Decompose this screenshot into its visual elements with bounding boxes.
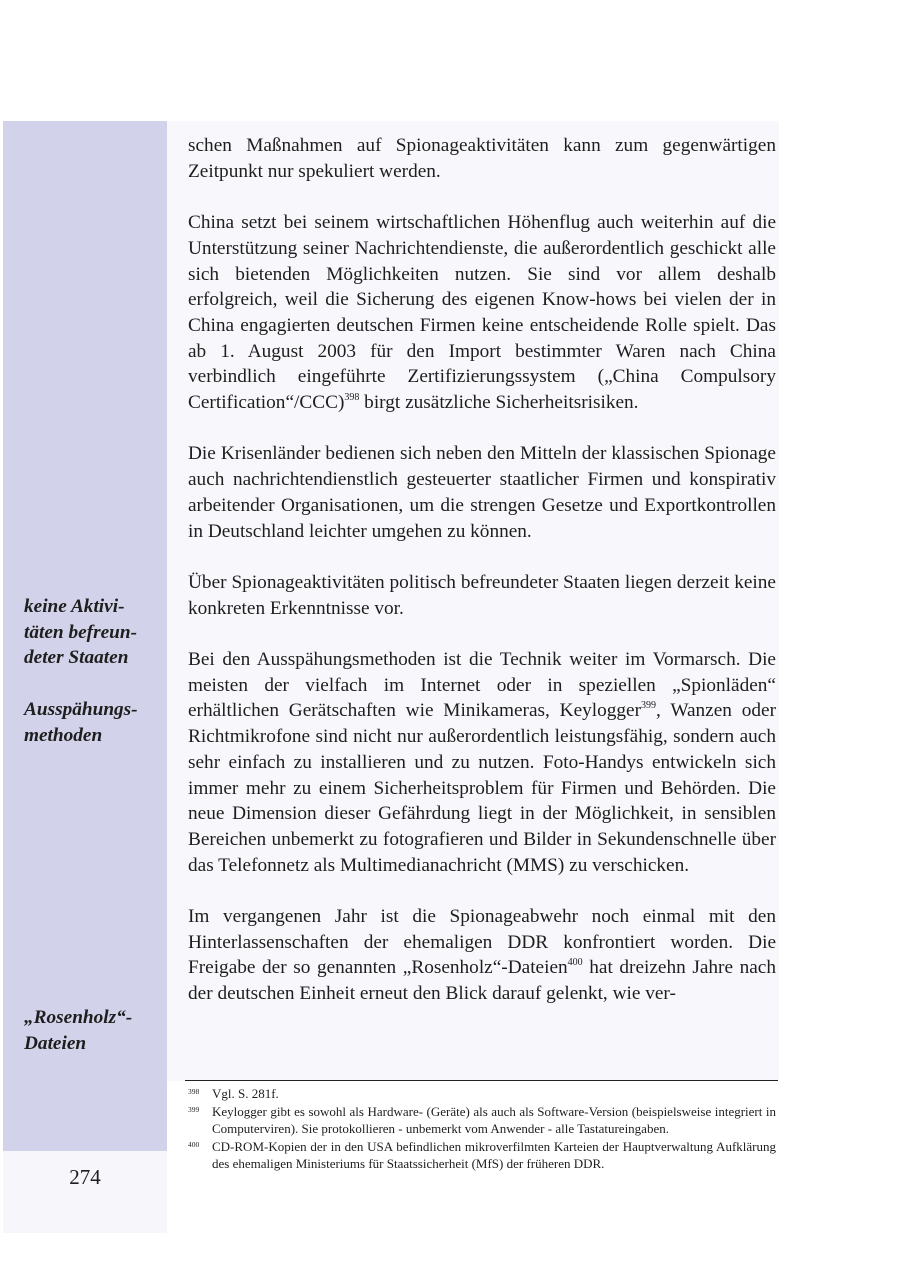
footnote-number: 399	[188, 1104, 200, 1114]
margin-note-line: deter Staaten	[24, 647, 129, 669]
paragraph: schen Maßnahmen auf Spionageaktivitäten kann zum gegenwärtigen Zeitpunkt nur spekuliert werden.	[188, 135, 776, 182]
footnote-divider	[185, 1080, 778, 1081]
paragraph: China setzt bei seinem wirtschaftlichen Höhenflug auch weiterhin auf die Unterstützung seiner Nachrichtendienste, die außerordentlich geschickt alle sich bietenden Möglichkeiten nutzen. Sie sind vor allem deshalb erfolgreich, weil die Sicherung des eigenen Know-hows bei vielen der in China engagierten deutschen Firmen keine entscheidende Rolle spielt. Das ab 1. August 2003 für den Import bestimmter Waren nach China verbindlich eingeführte Zertifizierungssystem („China Compulsory Certification“/CCC)$^{398}$ birgt zusätzliche Sicherheitsrisiken.	[188, 212, 776, 414]
footnote	[188, 1138, 776, 1173]
footnote-text: CD-ROM-Kopien der in den USA befindlichen mikroverfilmten Karteien der Hauptverwaltung Aufklärung des ehemaligen Ministeriums für Staatssicherheit (MfS) der früheren DDR.	[212, 1138, 776, 1171]
page-number: 274	[69, 1165, 101, 1189]
footnote-number: 400	[188, 1139, 200, 1149]
footnote-ref[interactable]: 398	[344, 392, 360, 404]
page-number-box	[3, 1151, 167, 1233]
footnote-number: 398	[188, 1087, 200, 1096]
paragraph: Über Spionageaktivitäten politisch befreundeter Staaten liegen derzeit keine konkreten Erkenntnisse vor.	[188, 571, 776, 619]
paragraph: Die Krisenländer bedienen sich neben den Mitteln der klassischen Spionage auch nachrichtendienstlich gesteuerter staatlicher Firmen und konspirativ arbeitender Organisationen, um die strengen Gesetze und Exportkontrollen in Deutschland leichter umgehen zu können.	[188, 443, 776, 542]
margin-note-befreundete-staaten	[24, 594, 160, 671]
margin-note-line: methoden	[24, 724, 103, 746]
footnote-text: Vgl. S. 281f.	[212, 1086, 279, 1101]
margin-note-line: „Rosenholz“-	[24, 1007, 133, 1028]
footnote	[188, 1103, 776, 1138]
margin-note-line: täten befreun-	[24, 621, 138, 643]
footnote	[188, 1085, 776, 1103]
margin-note-line: keine Aktivi-	[24, 596, 125, 617]
margin-note-line: Dateien	[24, 1032, 87, 1054]
margin-note-ausspaehungsmethoden	[24, 697, 160, 748]
footnote-ref[interactable]: 399	[641, 700, 657, 712]
footnotes	[188, 1085, 776, 1173]
footnote-ref[interactable]: 400	[567, 957, 583, 969]
margin-note-line: Ausspähungs-	[24, 699, 138, 720]
paragraph: Bei den Ausspähungsmethoden ist die Technik weiter im Vormarsch. Die meisten der vielfach im Internet oder in speziellen „Spionläden“ erhältlichen Gerätschaften wie Minikameras, Keylogger$^{399}$, Wanzen oder Richtmikrofone sind nicht nur außerordentlich leistungsfähig, sondern auch sehr einfach zu installieren und zu nutzen. Foto-Handys entwickeln sich immer mehr zu einem Sicherheitsproblem für Firmen und Behörden. Die neue Dimension dieser Gefährdung liegt in der Möglichkeit, in sensiblen Bereichen unbemerkt zu fotografieren und Bilder in Sekundenschnelle über das Telefonnetz als Multimedianachricht (MMS) zu verschicken.	[188, 649, 776, 876]
paragraph: Im vergangenen Jahr ist die Spionageabwehr noch einmal mit den Hinterlassenschaften der ehemaligen DDR konfrontiert worden. Die Freigabe der so genannten „Rosenholz“-Dateien$^{400}$ hat dreizehn Jahre nach der deutschen Einheit erneut den Blick darauf gelenkt, wie ver-	[188, 906, 776, 1005]
margin-note-rosenholz	[24, 1005, 160, 1056]
body-text	[188, 133, 776, 1007]
footnote-text: Keylogger gibt es sowohl als Hardware- (Geräte) als auch als Software-Version (beispielsweise integriert in Computerviren). Sie protokollieren - unbemerkt vom Anwender - alle Tastatureingaben.	[212, 1103, 776, 1136]
